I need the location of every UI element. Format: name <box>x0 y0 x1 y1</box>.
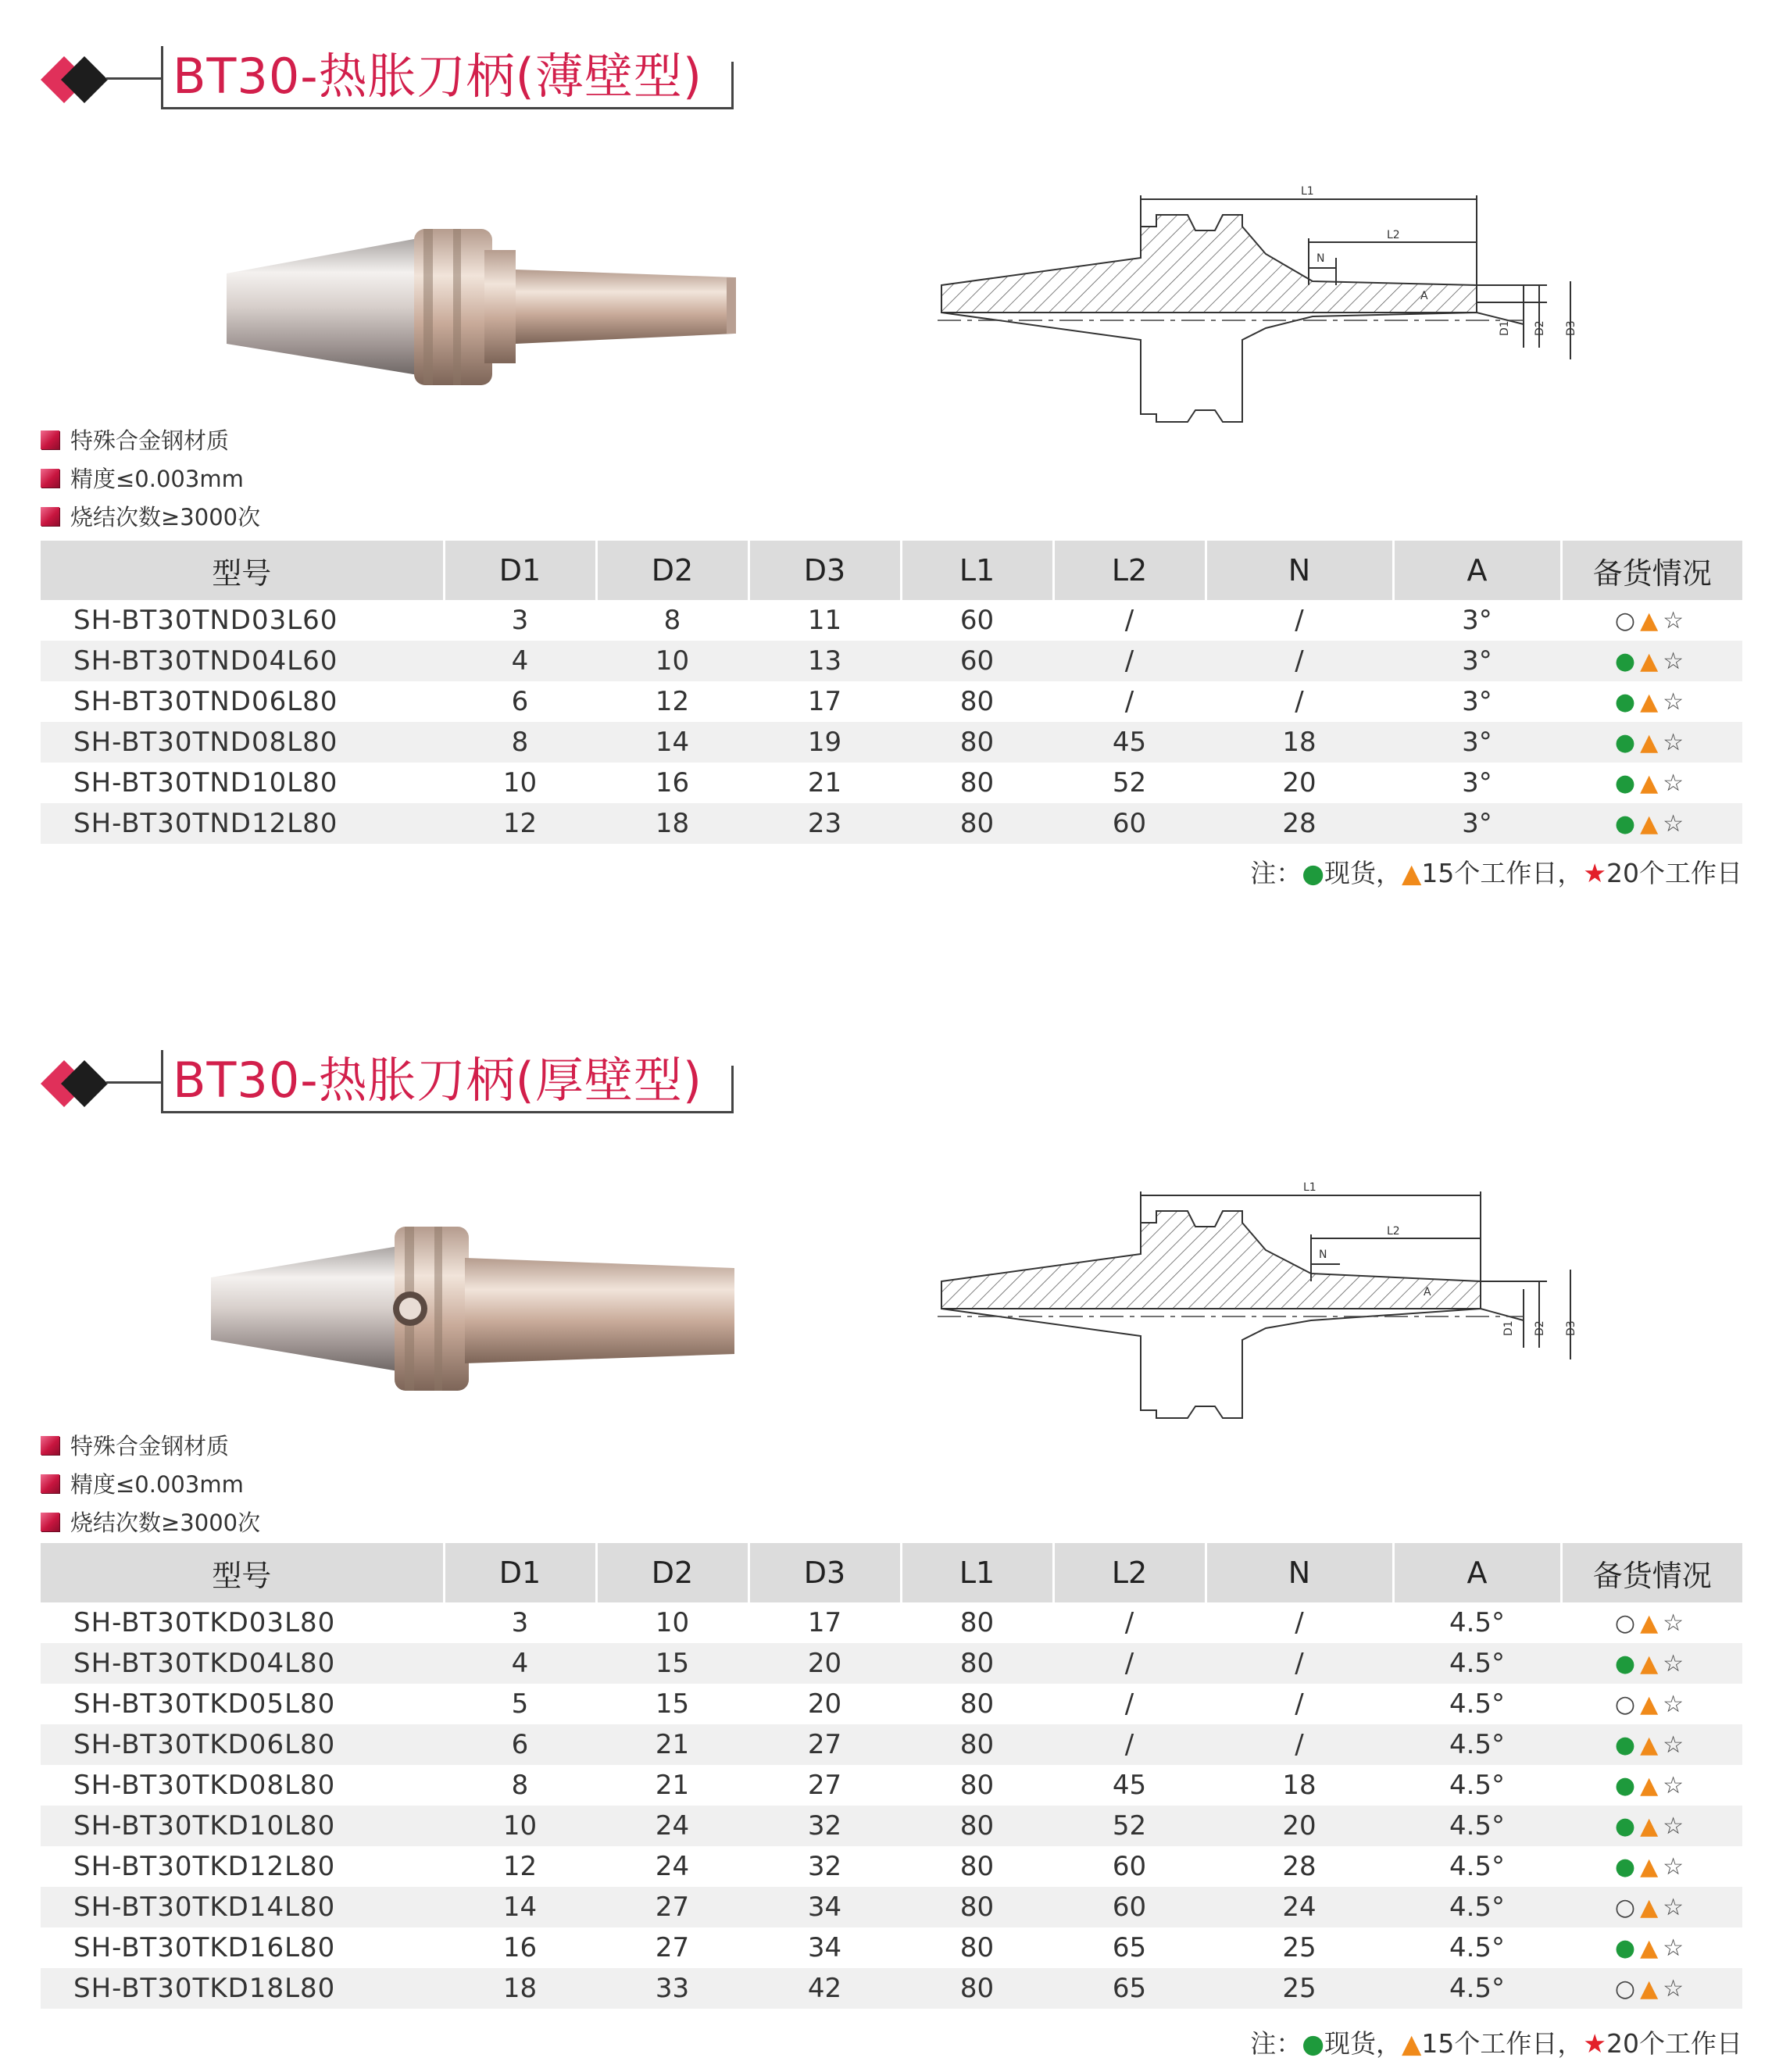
table-row <box>41 722 1742 763</box>
cell-d3: 17 <box>807 686 842 717</box>
cell-d2: 24 <box>596 1806 748 1846</box>
table-row <box>41 600 1742 641</box>
header-stock: 备货情况 <box>1561 1543 1742 1602</box>
empty-circle-icon: ○ <box>1614 1893 1641 1921</box>
empty-circle-icon: ○ <box>1614 1609 1641 1637</box>
diamond-icon <box>38 1056 116 1111</box>
in-stock-dot-icon: ● <box>1614 1934 1641 1962</box>
cell-d1: 4 <box>444 641 596 681</box>
cell-d2: 16 <box>655 767 690 798</box>
star-outline-icon: ☆ <box>1663 1649 1689 1677</box>
cell-d3: 19 <box>748 722 901 763</box>
square-bullet-icon <box>41 430 59 449</box>
triangle-icon: ▲ <box>1640 1974 1663 2002</box>
table-row <box>41 803 1742 844</box>
cell-stock <box>1561 763 1742 803</box>
technical-drawing <box>930 184 1602 434</box>
feature-item: 特殊合金钢材质 <box>41 1426 260 1464</box>
technical-drawing <box>930 1180 1602 1430</box>
in-stock-dot-icon: ● <box>1614 1771 1641 1799</box>
triangle-icon: ▲ <box>1640 809 1663 838</box>
triangle-icon: ▲ <box>1640 769 1663 797</box>
cell-model: SH-BT30TKD03L80 <box>73 1607 336 1638</box>
cell-model: SH-BT30TKD08L80 <box>73 1770 336 1801</box>
cell-l1: 80 <box>901 1806 1053 1846</box>
feature-item: 精度≤0.003mm <box>41 459 260 497</box>
dim-label-d2: D2 <box>1534 320 1546 336</box>
cell-n: / <box>1295 686 1304 717</box>
header-a: A <box>1393 541 1561 600</box>
cell-n: / <box>1295 1607 1304 1638</box>
cell-stock <box>1561 1887 1742 1927</box>
cell-d2: 27 <box>655 1932 690 1963</box>
cell-d1: 3 <box>511 605 529 636</box>
cell-d1: 3 <box>511 1607 529 1638</box>
empty-circle-icon: ○ <box>1614 1974 1641 2002</box>
cell-l2: / <box>1053 1724 1206 1765</box>
cell-d2: 10 <box>655 1607 690 1638</box>
cell-model: SH-BT30TND10L80 <box>73 767 338 798</box>
in-stock-dot-icon: ● <box>1614 647 1641 675</box>
triangle-icon: ▲ <box>1402 858 1422 888</box>
star-outline-icon: ☆ <box>1663 1893 1689 1921</box>
cell-n: 24 <box>1206 1887 1393 1927</box>
triangle-icon: ▲ <box>1640 1649 1663 1677</box>
cell-stock <box>1561 641 1742 681</box>
header-n: N <box>1206 1543 1393 1602</box>
cell-l2: / <box>1124 605 1134 636</box>
section-thin-wall <box>0 0 1772 898</box>
cell-model: SH-BT30TKD06L80 <box>41 1724 444 1765</box>
cell-l1: 80 <box>959 1932 995 1963</box>
triangle-icon: ▲ <box>1640 1609 1663 1637</box>
section-title-frame <box>161 1050 734 1113</box>
cell-stock <box>1561 600 1742 641</box>
star-icon: ★ <box>1583 858 1606 888</box>
cell-d3: 34 <box>748 1887 901 1927</box>
table-row <box>41 1887 1742 1927</box>
feature-item: 烧结次数≥3000次 <box>41 497 260 535</box>
cell-d3: 21 <box>807 767 842 798</box>
cell-d3: 27 <box>748 1724 901 1765</box>
cell-model: SH-BT30TND06L80 <box>73 686 338 717</box>
stock-legend-note: 注：●现货，▲15个工作日，★20个工作日 <box>1250 2028 1742 2059</box>
cell-l1: 80 <box>959 686 995 717</box>
cell-a: 4.5° <box>1449 1770 1506 1801</box>
cell-n: 25 <box>1282 1932 1316 1963</box>
dim-label-a: A <box>1420 290 1428 302</box>
cell-l1: 80 <box>901 1643 1053 1684</box>
cell-a: 4.5° <box>1393 1806 1561 1846</box>
in-stock-dot-icon: ● <box>1614 1649 1641 1677</box>
star-outline-icon: ☆ <box>1663 769 1689 797</box>
table-row <box>41 1806 1742 1846</box>
cell-d2: 33 <box>596 1968 748 2009</box>
cell-stock <box>1561 1602 1742 1643</box>
header-model: 型号 <box>41 541 444 600</box>
feature-list <box>41 420 260 535</box>
cell-a: 4.5° <box>1449 1932 1506 1963</box>
cell-l1: 80 <box>901 1724 1053 1765</box>
cell-model: SH-BT30TND12L80 <box>41 803 444 844</box>
square-bullet-icon <box>41 1513 59 1531</box>
cell-l2: / <box>1053 641 1206 681</box>
cell-d2: 8 <box>663 605 681 636</box>
cell-stock <box>1561 803 1742 844</box>
section-title: BT30-热胀刀柄(厚壁型) <box>173 1052 703 1109</box>
cell-l1: 80 <box>959 1770 995 1801</box>
header-d3: D3 <box>748 541 901 600</box>
triangle-icon: ▲ <box>1402 2028 1422 2059</box>
cell-stock <box>1561 681 1742 722</box>
dim-label-l1: L1 <box>1301 185 1314 198</box>
header-l1: L1 <box>901 1543 1053 1602</box>
cell-d1: 8 <box>511 1770 529 1801</box>
cell-l1: 60 <box>901 641 1053 681</box>
cell-d3: 42 <box>748 1968 901 2009</box>
star-outline-icon: ☆ <box>1663 1934 1689 1962</box>
cell-d2: 27 <box>596 1887 748 1927</box>
cell-a: 4.5° <box>1393 1643 1561 1684</box>
cell-n: / <box>1206 641 1393 681</box>
cell-l1: 60 <box>959 605 995 636</box>
cell-n: 28 <box>1282 1851 1316 1882</box>
cell-l2: 60 <box>1053 803 1206 844</box>
cell-l1: 80 <box>901 722 1053 763</box>
cell-stock <box>1561 722 1742 763</box>
table-row <box>41 1602 1742 1643</box>
cell-l2: / <box>1124 686 1134 717</box>
table-header-row <box>41 1543 1742 1602</box>
dim-label-d3: D3 <box>1565 320 1577 336</box>
in-stock-dot-icon: ● <box>1614 728 1641 756</box>
square-bullet-icon <box>41 469 59 488</box>
header-d1: D1 <box>444 541 596 600</box>
cell-stock <box>1561 1684 1742 1724</box>
dim-label-d2: D2 <box>1534 1320 1546 1336</box>
cell-d3: 11 <box>807 605 842 636</box>
cell-d2: 18 <box>596 803 748 844</box>
section-title: BT30-热胀刀柄(薄壁型) <box>173 48 703 105</box>
square-bullet-icon <box>41 507 59 526</box>
header-a: A <box>1393 1543 1561 1602</box>
dim-label-d3: D3 <box>1565 1320 1577 1336</box>
in-stock-dot-icon: ● <box>1614 809 1641 838</box>
section-title-block <box>38 43 756 121</box>
cell-d1: 10 <box>444 1806 596 1846</box>
cell-stock <box>1561 1806 1742 1846</box>
header-d2: D2 <box>596 541 748 600</box>
cell-n: / <box>1295 1688 1304 1720</box>
cell-d3: 34 <box>807 1932 842 1963</box>
header-l1: L1 <box>901 541 1053 600</box>
star-outline-icon: ☆ <box>1663 728 1689 756</box>
triangle-icon: ▲ <box>1640 1852 1663 1881</box>
cell-l2: 45 <box>1053 722 1206 763</box>
cell-d1: 16 <box>502 1932 538 1963</box>
cell-d2: 21 <box>596 1724 748 1765</box>
triangle-icon: ▲ <box>1640 1893 1663 1921</box>
cell-l2: / <box>1124 1688 1134 1720</box>
tool-holder-photo <box>203 1215 750 1402</box>
table-row <box>41 1927 1742 1968</box>
cell-n: 25 <box>1206 1968 1393 2009</box>
cell-a: 4.5° <box>1393 1887 1561 1927</box>
cell-a: 4.5° <box>1393 1968 1561 2009</box>
header-d1: D1 <box>444 1543 596 1602</box>
triangle-icon: ▲ <box>1640 1812 1663 1840</box>
cell-stock <box>1561 1643 1742 1684</box>
cell-stock <box>1561 1846 1742 1887</box>
square-bullet-icon <box>41 1436 59 1455</box>
cell-a: 4.5° <box>1449 1607 1506 1638</box>
cell-d1: 10 <box>502 767 538 798</box>
header-d2: D2 <box>596 1543 748 1602</box>
cell-d2: 14 <box>596 722 748 763</box>
cell-l2: 52 <box>1112 767 1147 798</box>
cell-l1: 80 <box>959 1607 995 1638</box>
cell-d2: 10 <box>596 641 748 681</box>
cell-l1: 80 <box>959 1688 995 1720</box>
cell-d1: 6 <box>444 1724 596 1765</box>
cell-a: 3° <box>1393 803 1561 844</box>
cell-stock <box>1561 1927 1742 1968</box>
empty-circle-icon: ○ <box>1614 1690 1641 1718</box>
cell-l1: 80 <box>901 1887 1053 1927</box>
square-bullet-icon <box>41 1474 59 1493</box>
cell-l1: 80 <box>901 1968 1053 2009</box>
cell-d1: 12 <box>502 1851 538 1882</box>
spec-table <box>41 1543 1742 2009</box>
table-row <box>41 1724 1742 1765</box>
cell-d3: 23 <box>748 803 901 844</box>
table-row <box>41 681 1742 722</box>
dim-label-a: A <box>1424 1286 1431 1299</box>
cell-l2: 60 <box>1112 1851 1147 1882</box>
spec-table <box>41 541 1742 844</box>
header-n: N <box>1206 541 1393 600</box>
cell-n: 28 <box>1206 803 1393 844</box>
cell-model: SH-BT30TKD04L80 <box>41 1643 444 1684</box>
cell-d1: 12 <box>444 803 596 844</box>
cell-d2: 24 <box>655 1851 690 1882</box>
cell-d2: 15 <box>655 1688 690 1720</box>
cell-d3: 13 <box>748 641 901 681</box>
dim-label-d1: D1 <box>1502 1320 1515 1336</box>
cell-l2: 52 <box>1053 1806 1206 1846</box>
star-outline-icon: ☆ <box>1663 1731 1689 1759</box>
cell-n: 20 <box>1282 767 1316 798</box>
cell-n: 18 <box>1282 1770 1316 1801</box>
feature-item: 精度≤0.003mm <box>41 1464 260 1502</box>
cell-d1: 4 <box>444 1643 596 1684</box>
triangle-icon: ▲ <box>1640 647 1663 675</box>
cell-n: / <box>1206 1724 1393 1765</box>
cell-l2: / <box>1053 1643 1206 1684</box>
cell-stock <box>1561 1968 1742 2009</box>
header-model: 型号 <box>41 1543 444 1602</box>
star-outline-icon: ☆ <box>1663 1974 1689 2002</box>
in-stock-dot-icon: ● <box>1614 769 1641 797</box>
dim-label-n: N <box>1316 252 1325 265</box>
cell-a: 4.5° <box>1393 1724 1561 1765</box>
cell-d3: 20 <box>807 1688 842 1720</box>
cell-d1: 14 <box>444 1887 596 1927</box>
cell-l1: 80 <box>901 803 1053 844</box>
dim-label-d1: D1 <box>1499 320 1511 336</box>
cell-l2: 65 <box>1112 1932 1147 1963</box>
star-outline-icon: ☆ <box>1663 1812 1689 1840</box>
star-outline-icon: ☆ <box>1663 1690 1689 1718</box>
cell-n: / <box>1295 605 1304 636</box>
cell-stock <box>1561 1765 1742 1806</box>
dim-label-l2: L2 <box>1387 1225 1400 1238</box>
cell-model: SH-BT30TKD10L80 <box>41 1806 444 1846</box>
header-d3: D3 <box>748 1543 901 1602</box>
triangle-icon: ▲ <box>1640 1731 1663 1759</box>
dim-label-l1: L1 <box>1303 1181 1316 1194</box>
cell-stock <box>1561 1724 1742 1765</box>
table-row <box>41 763 1742 803</box>
cell-l2: 65 <box>1053 1968 1206 2009</box>
cell-d3: 27 <box>807 1770 842 1801</box>
dim-label-n: N <box>1319 1249 1327 1261</box>
tool-holder-photo <box>219 215 750 402</box>
cell-l2: 45 <box>1112 1770 1147 1801</box>
star-outline-icon: ☆ <box>1663 606 1689 634</box>
cell-d1: 6 <box>511 686 529 717</box>
cell-model: SH-BT30TKD12L80 <box>73 1851 336 1882</box>
cell-n: 20 <box>1206 1806 1393 1846</box>
table-row <box>41 1765 1742 1806</box>
cell-model: SH-BT30TND08L80 <box>41 722 444 763</box>
section-thick-wall <box>0 1004 1772 2072</box>
section-title-frame <box>161 46 734 109</box>
feature-list <box>41 1426 260 1541</box>
cell-l2: / <box>1124 1607 1134 1638</box>
cell-d3: 17 <box>807 1607 842 1638</box>
cell-n: / <box>1206 1643 1393 1684</box>
star-icon: ★ <box>1583 2028 1606 2059</box>
cell-d3: 32 <box>748 1806 901 1846</box>
table-header-row <box>41 541 1742 600</box>
cell-model: SH-BT30TKD18L80 <box>41 1968 444 2009</box>
header-stock: 备货情况 <box>1561 541 1742 600</box>
table-row <box>41 1643 1742 1684</box>
triangle-icon: ▲ <box>1640 1934 1663 1962</box>
cell-d1: 5 <box>511 1688 529 1720</box>
star-outline-icon: ☆ <box>1663 647 1689 675</box>
cell-l1: 80 <box>959 767 995 798</box>
feature-item: 烧结次数≥3000次 <box>41 1502 260 1541</box>
triangle-icon: ▲ <box>1640 1690 1663 1718</box>
cell-l1: 80 <box>959 1851 995 1882</box>
in-stock-dot-icon: ● <box>1302 2028 1325 2059</box>
star-outline-icon: ☆ <box>1663 809 1689 838</box>
empty-circle-icon: ○ <box>1614 606 1641 634</box>
in-stock-dot-icon: ● <box>1614 1731 1641 1759</box>
header-l2: L2 <box>1053 541 1206 600</box>
cell-n: 18 <box>1206 722 1393 763</box>
table-row <box>41 641 1742 681</box>
triangle-icon: ▲ <box>1640 606 1663 634</box>
cell-model: SH-BT30TKD05L80 <box>73 1688 336 1720</box>
cell-a: 4.5° <box>1449 1688 1506 1720</box>
cell-a: 3° <box>1393 722 1561 763</box>
in-stock-dot-icon: ● <box>1614 688 1641 716</box>
triangle-icon: ▲ <box>1640 688 1663 716</box>
cell-d3: 20 <box>748 1643 901 1684</box>
cell-model: SH-BT30TND03L60 <box>73 605 338 636</box>
stock-legend-note: 注：●现货，▲15个工作日，★20个工作日 <box>1250 858 1742 888</box>
cell-d1: 18 <box>444 1968 596 2009</box>
star-outline-icon: ☆ <box>1663 688 1689 716</box>
triangle-icon: ▲ <box>1640 1771 1663 1799</box>
table-row <box>41 1684 1742 1724</box>
in-stock-dot-icon: ● <box>1614 1852 1641 1881</box>
star-outline-icon: ☆ <box>1663 1771 1689 1799</box>
table-row <box>41 1846 1742 1887</box>
cell-a: 3° <box>1462 686 1492 717</box>
in-stock-dot-icon: ● <box>1614 1812 1641 1840</box>
cell-d3: 32 <box>807 1851 842 1882</box>
cell-a: 3° <box>1462 605 1492 636</box>
feature-item: 特殊合金钢材质 <box>41 420 260 459</box>
cell-a: 3° <box>1393 641 1561 681</box>
section-title-block <box>38 1047 756 1125</box>
triangle-icon: ▲ <box>1640 728 1663 756</box>
table-row <box>41 1968 1742 2009</box>
header-l2: L2 <box>1053 1543 1206 1602</box>
cell-a: 4.5° <box>1449 1851 1506 1882</box>
cell-d2: 12 <box>655 686 690 717</box>
cell-d2: 21 <box>655 1770 690 1801</box>
star-outline-icon: ☆ <box>1663 1609 1689 1637</box>
dim-label-l2: L2 <box>1387 229 1400 241</box>
cell-d2: 15 <box>596 1643 748 1684</box>
cell-l2: 60 <box>1053 1887 1206 1927</box>
cell-model: SH-BT30TND04L60 <box>41 641 444 681</box>
cell-d1: 8 <box>444 722 596 763</box>
diamond-icon <box>38 52 116 107</box>
star-outline-icon: ☆ <box>1663 1852 1689 1881</box>
cell-model: SH-BT30TKD16L80 <box>73 1932 336 1963</box>
cell-a: 3° <box>1462 767 1492 798</box>
cell-model: SH-BT30TKD14L80 <box>41 1887 444 1927</box>
in-stock-dot-icon: ● <box>1302 858 1325 888</box>
